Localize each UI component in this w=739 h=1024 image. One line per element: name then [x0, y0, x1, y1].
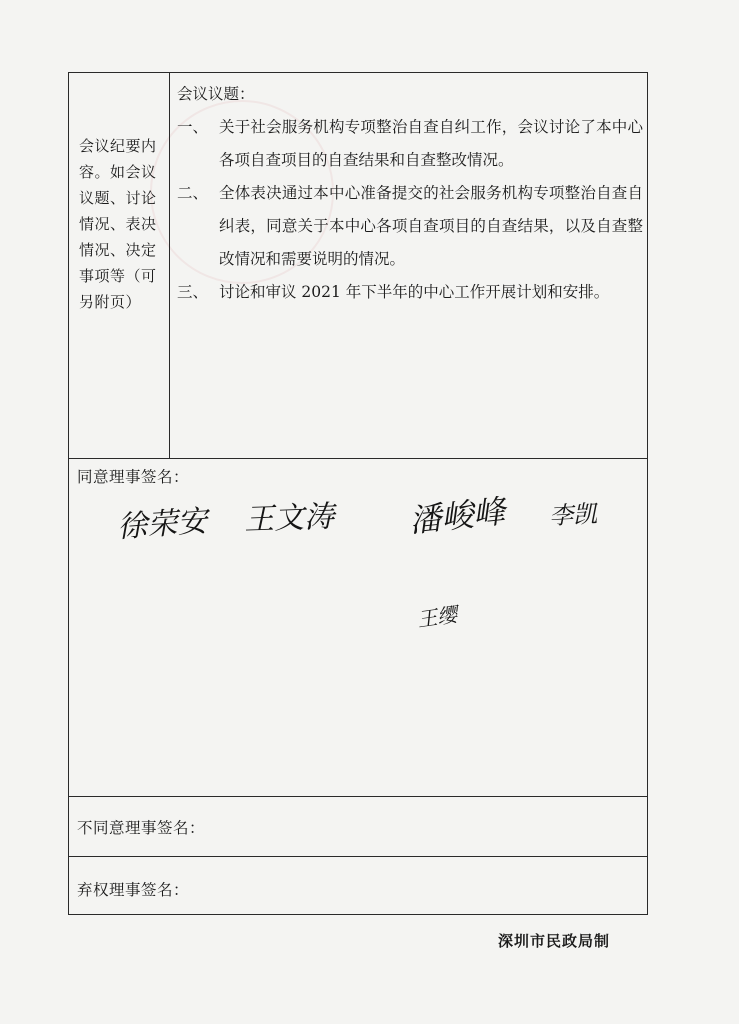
issuer-footer: 深圳市民政局制: [498, 932, 611, 950]
signature: 徐荣安: [116, 503, 209, 546]
agenda-item-text: 全体表决通过本中心准备提交的社会服务机构专项整治自查自纠表，同意关于本中心各项自查项目的自查结果，以及自查整改情况和需要说明的情况。: [219, 184, 643, 268]
abstain-signature-label: 弃权理事签名：: [77, 881, 190, 899]
column-divider: [169, 73, 170, 458]
row-divider-agree: [69, 458, 647, 459]
agenda-item: [177, 276, 643, 309]
agenda-section: [177, 81, 643, 309]
signature: 李凯: [548, 499, 598, 531]
agenda-item-number: 三、: [177, 283, 209, 301]
agree-signature-label: 同意理事签名：: [77, 468, 190, 486]
agenda-item-text: 讨论和审议 2021 年下半年的中心工作开展计划和安排。: [219, 283, 610, 301]
signature: 潘峻峰: [407, 492, 507, 540]
agenda-item-text: 关于社会服务机构专项整治自查自纠工作，会议讨论了本中心各项自查项目的自查结果和自查整改情况。: [219, 118, 643, 169]
agenda-heading: 会议议题：: [177, 85, 255, 103]
disagree-signature-label: 不同意理事签名：: [77, 819, 206, 837]
row-divider-abstain: [69, 856, 647, 857]
minutes-table: [68, 72, 648, 915]
agenda-item-number: 二、: [177, 184, 209, 202]
agenda-item-number: 一、: [177, 118, 209, 136]
agenda-item: [177, 177, 643, 276]
signature: 王缨: [415, 602, 459, 632]
agenda-item: [177, 111, 643, 177]
row-divider-disagree: [69, 796, 647, 797]
signature: 王文涛: [243, 499, 335, 538]
minutes-content-label: 会议纪要内容。如会议议题、讨论情况、表决情况、决定事项等（可另附页）: [79, 137, 157, 311]
